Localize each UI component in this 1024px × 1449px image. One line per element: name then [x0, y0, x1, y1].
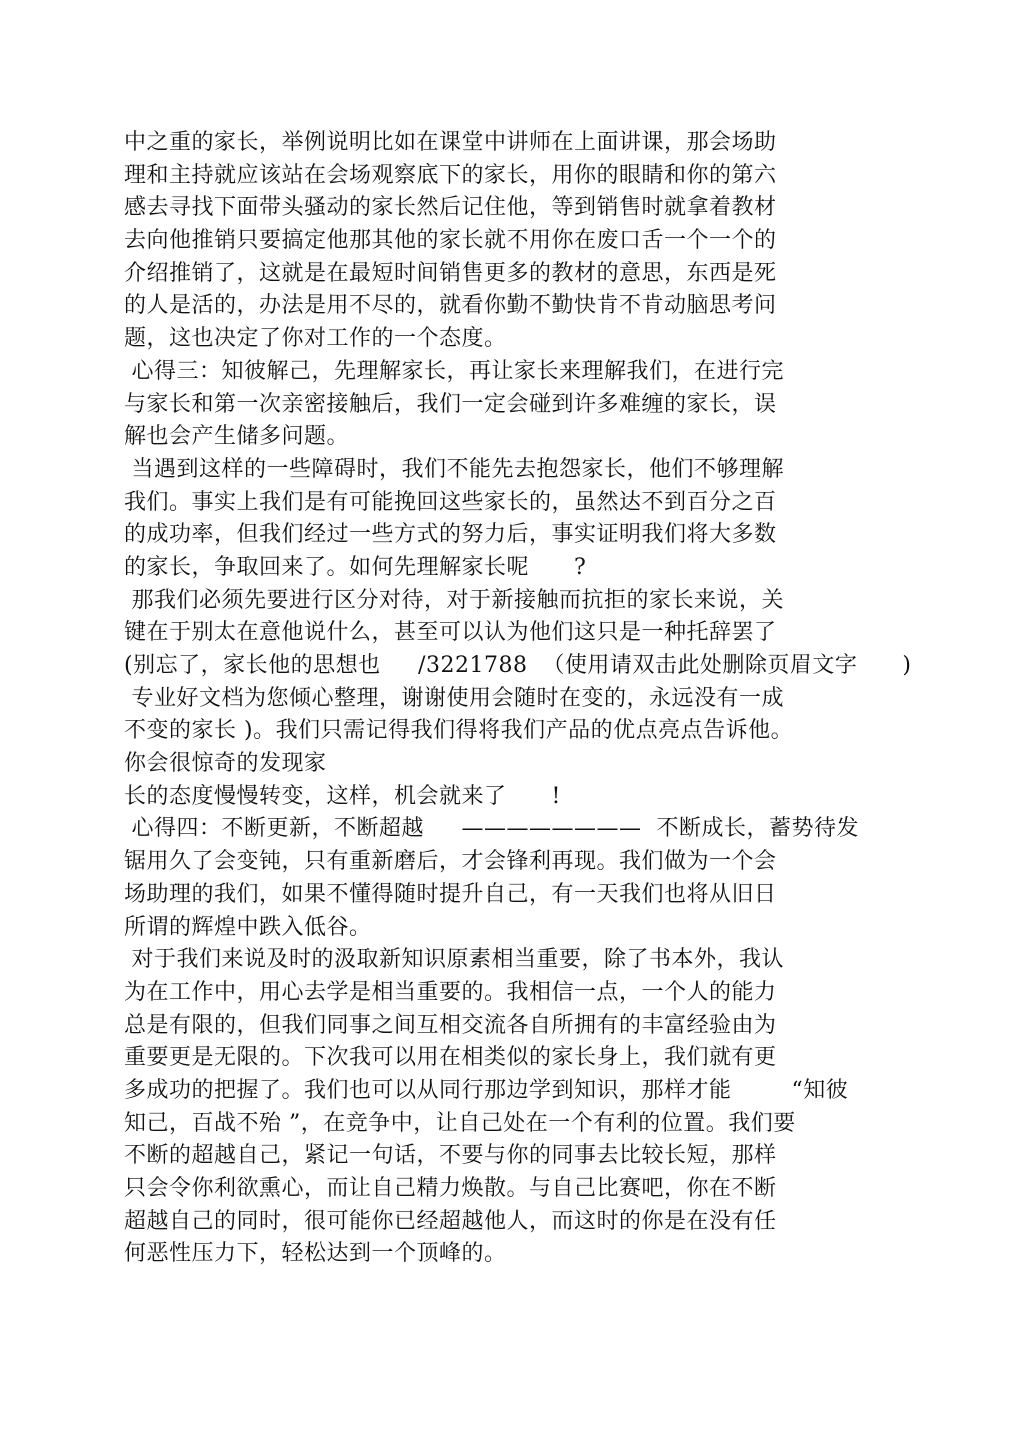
text-line: 为在工作中，用心去学是相当重要的。我相信一点，一个人的能力: [124, 979, 777, 1005]
text-line: 的人是活的，办法是用不尽的，就看你勤不勤快肯不肯动脑思考问: [124, 293, 777, 319]
text-line: 当遇到这样的一些障碍时，我们不能先去抱怨家长，他们不够理解: [124, 456, 784, 482]
text-line: 去向他推销只要搞定他那其他的家长就不用你在废口舌一个一个的: [124, 228, 777, 254]
text-line: 的家长，争取回来了。如何先理解家长呢 ?: [124, 554, 587, 580]
text-line: 锯用久了会变钝，只有重新磨后，才会锋利再现。我们做为一个会: [124, 849, 777, 875]
text-line: 题，这也决定了你对工作的一个态度。: [124, 326, 507, 352]
text-line: 那我们必须先要进行区分对待，对于新接触而抗拒的家长来说，关: [124, 587, 784, 613]
text-line: 总是有限的，但我们同事之间互相交流各自所拥有的丰富经验由为: [124, 1012, 777, 1038]
text-line: 长的态度慢慢转变，这样，机会就来了 !: [124, 783, 561, 809]
text-line: 与家长和第一次亲密接触后，我们一定会碰到许多难缠的家长，误: [124, 391, 777, 417]
text-line: 何恶性压力下，轻松达到一个顶峰的。: [124, 1241, 507, 1267]
text-line: (别忘了，家长他的思想也 /3221788 （使用请双击此处删除页眉文字 ): [124, 653, 912, 678]
text-line: 专业好文档为您倾心整理，谢谢使用会随时在变的，永远没有一成: [124, 685, 784, 711]
text-line: 对于我们来说及时的汲取新知识原素相当重要，除了书本外，我认: [124, 947, 784, 973]
text-line: 理和主持就应该站在会场观察底下的家长，用你的眼睛和你的第六: [124, 162, 777, 188]
text-line: 我们。事实上我们是有可能挽回这些家长的，虽然达不到百分之百: [124, 489, 777, 515]
text-line: 解也会产生储多问题。: [124, 424, 350, 450]
text-line: 多成功的把握了。我们也可以从同行那边学到知识，那样才能 “知彼: [124, 1077, 849, 1103]
text-line: 超越自己的同时，很可能你已经超越他人，而这时的你是在没有任: [124, 1208, 777, 1234]
text-line: 知己，百战不殆 ”，在竞争中，让自己处在一个有利的位置。我们要: [124, 1110, 796, 1136]
text-line: 感去寻找下面带头骚动的家长然后记住他，等到销售时就拿着教材: [124, 195, 777, 221]
text-line: 不断的超越自己，紧记一句话，不要与你的同事去比较长短，那样: [124, 1143, 777, 1169]
text-line: 介绍推销了，这就是在最短时间销售更多的教材的意思，东西是死: [124, 260, 777, 286]
body-text: [124, 127, 914, 1271]
text-line: 重要更是无限的。下次我可以用在相类似的家长身上，我们就有更: [124, 1045, 777, 1071]
text-line: 中之重的家长，举例说明比如在课堂中讲师在上面讲课，那会场助: [124, 130, 777, 155]
text-line: 场助理的我们，如果不懂得随时提升自己，有一天我们也将从旧日: [124, 881, 777, 907]
text-line: 键在于别太在意他说什么，甚至可以认为他们这只是一种托辞罢了: [124, 620, 777, 646]
text-line: 所谓的辉煌中跌入低谷。: [124, 914, 372, 940]
text-line: 心得四：不断更新，不断超越 ———————— 不断成长，蓄势待发: [124, 816, 859, 842]
text-line: 不变的家长 )。我们只需记得我们得将我们产品的优点亮点告诉他。: [124, 718, 794, 744]
text-line: 只会令你利欲熏心，而让自己精力焕散。与自己比赛吧，你在不断: [124, 1176, 777, 1201]
text-line: 的成功率，但我们经过一些方式的努力后，事实证明我们将大多数: [124, 522, 777, 548]
text-line: 心得三：知彼解己，先理解家长，再让家长来理解我们，在进行完: [124, 358, 784, 384]
text-line: 你会很惊奇的发现家: [124, 751, 327, 777]
